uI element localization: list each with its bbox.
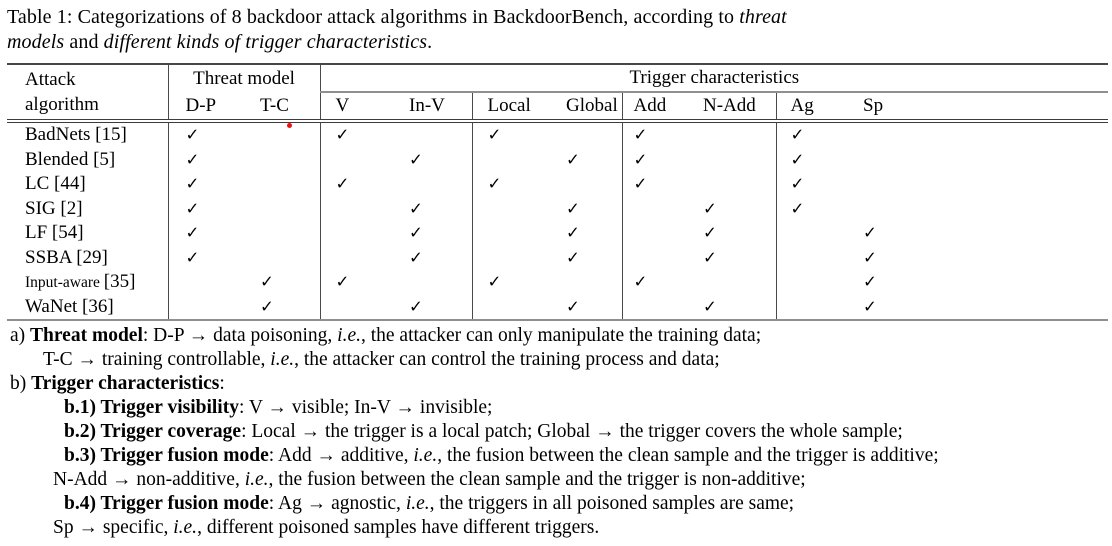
- footnote-line: [53, 468, 1112, 492]
- column-header-nadd: N-Add: [692, 92, 776, 121]
- checkmark-icon: ✓: [185, 247, 200, 267]
- check-cell-global: [550, 295, 622, 321]
- row-label: [7, 270, 168, 295]
- check-cell-v: [320, 295, 395, 321]
- check-cell-local: [472, 172, 550, 197]
- text-segment: a): [10, 325, 31, 346]
- check-cell-sp: [849, 295, 1108, 321]
- column-header-global: Global: [550, 92, 622, 121]
- check-cell-tc: [243, 270, 320, 295]
- check-cell-dp: [168, 121, 243, 148]
- check-cell-ag: [776, 148, 849, 173]
- check-cell-nadd: [692, 148, 776, 173]
- checkmark-icon: ✓: [863, 247, 877, 267]
- text-segment: and: [64, 31, 104, 53]
- check-cell-sp: [849, 246, 1108, 271]
- checkmark-icon: ✓: [863, 272, 877, 292]
- check-cell-add: [622, 197, 692, 222]
- check-cell-sp: [849, 121, 1108, 148]
- text-segment: LF [54]: [25, 222, 84, 244]
- check-cell-local: [472, 148, 550, 173]
- checkmark-icon: ✓: [566, 296, 580, 316]
- checkmark-icon: ✓: [409, 247, 423, 267]
- check-cell-inv: [395, 295, 472, 321]
- checkmark-icon: ✓: [863, 296, 877, 316]
- text-segment: .: [427, 31, 433, 53]
- check-cell-tc: [243, 295, 320, 321]
- check-cell-inv: [395, 148, 472, 173]
- check-cell-ag: [776, 295, 849, 321]
- checkmark-icon: ✓: [409, 223, 423, 243]
- table-row: [7, 121, 1108, 148]
- check-cell-ag: [776, 270, 849, 295]
- check-cell-tc: [243, 221, 320, 246]
- check-cell-global: [550, 221, 622, 246]
- table-row: [7, 246, 1108, 271]
- check-cell-ag: [776, 197, 849, 222]
- check-cell-add: [622, 148, 692, 173]
- check-cell-nadd: [692, 246, 776, 271]
- text-segment: :: [219, 373, 225, 394]
- check-cell-local: [472, 197, 550, 222]
- column-header-v: V: [320, 92, 395, 121]
- checkmark-icon: ✓: [185, 174, 200, 194]
- check-cell-tc: [243, 197, 320, 222]
- checkmark-icon: ✓: [790, 174, 805, 194]
- trigger-characteristics-header: Trigger characteristics: [320, 64, 1108, 92]
- text-segment: Blended [5]: [25, 148, 116, 170]
- check-cell-global: [550, 172, 622, 197]
- check-cell-nadd: [692, 270, 776, 295]
- check-cell-global: [550, 197, 622, 222]
- text-segment: , the attacker can control the training process and data;: [294, 349, 720, 370]
- check-cell-sp: [849, 197, 1108, 222]
- check-cell-sp: [849, 148, 1108, 173]
- check-cell-nadd: [692, 221, 776, 246]
- checkmark-icon: ✓: [335, 174, 350, 194]
- text-segment: Table 1: Categorizations of 8 backdoor attack algorithms in BackdoorBench, according to: [7, 6, 740, 28]
- check-cell-v: [320, 197, 395, 222]
- text-segment: different kinds of trigger characteristics: [103, 31, 428, 53]
- table-caption: [7, 5, 1106, 55]
- footnote-line: [64, 420, 1112, 444]
- column-header-dp: D-P: [168, 92, 243, 121]
- checkmark-icon: ✓: [633, 125, 648, 145]
- footnote-line: [43, 348, 1112, 372]
- checkmark-icon: ✓: [703, 198, 717, 218]
- text-segment: i.e.: [337, 325, 361, 346]
- check-cell-v: [320, 121, 395, 148]
- text-segment: models: [7, 31, 65, 53]
- check-cell-global: [550, 270, 622, 295]
- text-segment: i.e.: [244, 469, 269, 490]
- check-cell-nadd: [692, 121, 776, 148]
- threat-model-header: Threat model: [168, 64, 320, 92]
- check-cell-inv: [395, 270, 472, 295]
- text-segment: : Add → additive,: [268, 445, 414, 466]
- footnote-line: [10, 324, 1112, 348]
- table-row: [7, 295, 1108, 321]
- checkmark-icon: ✓: [566, 149, 580, 169]
- text-segment: b.2) Trigger coverage: [64, 421, 242, 442]
- check-cell-tc: [243, 148, 320, 173]
- column-header-local: Local: [472, 92, 550, 121]
- checkmark-icon: ✓: [335, 272, 350, 292]
- text-segment: i.e.: [413, 445, 438, 466]
- check-cell-v: [320, 221, 395, 246]
- check-cell-local: [472, 270, 550, 295]
- column-header-ag: Ag: [776, 92, 849, 121]
- check-cell-tc: [243, 121, 320, 148]
- checkmark-icon: ✓: [566, 223, 580, 243]
- categorization-table: [7, 63, 1108, 321]
- check-cell-add: [622, 246, 692, 271]
- check-cell-v: [320, 270, 395, 295]
- checkmark-icon: ✓: [790, 125, 805, 145]
- text-segment: i.e.: [173, 517, 198, 538]
- check-cell-nadd: [692, 172, 776, 197]
- check-cell-tc: [243, 246, 320, 271]
- check-cell-local: [472, 221, 550, 246]
- text-segment: : Ag → agnostic,: [268, 493, 406, 514]
- checkmark-icon: ✓: [185, 125, 200, 145]
- check-cell-dp: [168, 295, 243, 321]
- text-segment: , the attacker can only manipulate the training data;: [360, 325, 762, 346]
- footnote-line: [64, 444, 1112, 468]
- row-label: [7, 172, 168, 197]
- footnote-line: [64, 492, 1112, 516]
- checkmark-icon: ✓: [633, 149, 648, 169]
- footnote-line: [10, 372, 1112, 396]
- text-segment: i.e.: [405, 493, 430, 514]
- text-segment: : D-P → data poisoning,: [142, 325, 338, 346]
- checkmark-icon: ✓: [863, 223, 877, 243]
- checkmark-icon: ✓: [566, 198, 580, 218]
- check-cell-inv: [395, 197, 472, 222]
- text-segment: Threat model: [30, 325, 143, 346]
- text-segment: , the fusion between the clean sample and the trigger is additive;: [437, 445, 939, 466]
- row-label: [7, 197, 168, 222]
- checkmark-icon: ✓: [487, 125, 502, 145]
- footnote-line: [53, 516, 1112, 540]
- page: [0, 5, 1112, 546]
- column-header-row: [7, 92, 1108, 121]
- column-header-add: Add: [622, 92, 692, 121]
- check-cell-local: [472, 295, 550, 321]
- table-row: [7, 221, 1108, 246]
- check-cell-ag: [776, 246, 849, 271]
- text-segment: , the triggers in all poisoned samples are same;: [429, 493, 795, 514]
- checkmark-icon: ✓: [185, 198, 200, 218]
- text-segment: b.4) Trigger fusion mode: [64, 493, 269, 514]
- checkmark-icon: ✓: [185, 223, 200, 243]
- checkmark-icon: ✓: [566, 247, 580, 267]
- text-segment: [35]: [103, 271, 136, 293]
- text-segment: b): [10, 373, 32, 394]
- checkmark-icon: ✓: [487, 272, 502, 292]
- checkmark-icon: ✓: [487, 174, 502, 194]
- check-cell-inv: [395, 121, 472, 148]
- check-cell-tc: [243, 172, 320, 197]
- checkmark-icon: ✓: [633, 272, 648, 292]
- check-cell-ag: [776, 172, 849, 197]
- checkmark-icon: ✓: [260, 296, 274, 316]
- text-segment: threat: [739, 6, 787, 28]
- attack-header-line2: algorithm: [25, 94, 99, 115]
- text-segment: LC [44]: [25, 173, 86, 195]
- check-cell-dp: [168, 246, 243, 271]
- text-segment: , the fusion between the clean sample and the trigger is non-additive;: [268, 469, 806, 490]
- check-cell-sp: [849, 221, 1108, 246]
- column-header-tc: T-C: [243, 92, 320, 121]
- check-cell-sp: [849, 270, 1108, 295]
- column-header-sp: Sp: [849, 92, 1108, 121]
- table-row: [7, 172, 1108, 197]
- check-cell-global: [550, 148, 622, 173]
- check-cell-global: [550, 246, 622, 271]
- attack-header-line1: Attack: [25, 69, 76, 90]
- check-cell-sp: [849, 172, 1108, 197]
- text-segment: SSBA [29]: [25, 246, 108, 268]
- check-cell-nadd: [692, 295, 776, 321]
- check-cell-global: [550, 121, 622, 148]
- footnotes: [0, 324, 1112, 540]
- checkmark-icon: ✓: [633, 174, 648, 194]
- check-cell-v: [320, 148, 395, 173]
- row-label: [7, 121, 168, 148]
- check-cell-inv: [395, 172, 472, 197]
- check-cell-ag: [776, 221, 849, 246]
- check-cell-inv: [395, 221, 472, 246]
- text-segment: Input-aware: [25, 274, 104, 292]
- check-cell-add: [622, 270, 692, 295]
- checkmark-icon: ✓: [409, 149, 423, 169]
- text-segment: b.3) Trigger fusion mode: [64, 445, 269, 466]
- text-segment: : Local → the trigger is a local patch; Global → the trigger covers the whole sample;: [241, 421, 903, 442]
- row-label: [7, 148, 168, 173]
- attack-algorithm-header: [7, 64, 168, 121]
- check-cell-local: [472, 246, 550, 271]
- check-cell-inv: [395, 246, 472, 271]
- check-cell-add: [622, 295, 692, 321]
- check-cell-add: [622, 121, 692, 148]
- text-segment: SIG [2]: [25, 197, 83, 219]
- text-segment: Trigger characteristics: [31, 373, 220, 394]
- text-segment: N-Add → non-additive,: [53, 469, 245, 490]
- text-segment: WaNet [36]: [25, 295, 114, 317]
- text-segment: i.e.: [270, 349, 295, 370]
- column-header-inv: In-V: [395, 92, 472, 121]
- text-segment: b.1) Trigger visibility: [64, 397, 239, 418]
- checkmark-icon: ✓: [790, 198, 805, 218]
- check-cell-ag: [776, 121, 849, 148]
- checkmark-icon: ✓: [335, 125, 350, 145]
- table-row: [7, 148, 1108, 173]
- row-label: [7, 295, 168, 321]
- check-cell-dp: [168, 270, 243, 295]
- text-segment: : V → visible; In-V → invisible;: [238, 397, 493, 418]
- check-cell-dp: [168, 148, 243, 173]
- check-cell-dp: [168, 221, 243, 246]
- check-cell-dp: [168, 172, 243, 197]
- table-row: [7, 270, 1108, 295]
- check-cell-v: [320, 246, 395, 271]
- check-cell-nadd: [692, 197, 776, 222]
- footnote-line: [64, 396, 1112, 420]
- text-segment: T-C → training controllable,: [43, 349, 271, 370]
- table-row: [7, 197, 1108, 222]
- checkmark-icon: ✓: [409, 198, 423, 218]
- red-dot-artifact: [287, 123, 292, 128]
- check-cell-local: [472, 121, 550, 148]
- text-segment: BadNets [15]: [25, 124, 127, 146]
- checkmark-icon: ✓: [409, 296, 423, 316]
- checkmark-icon: ✓: [185, 149, 200, 169]
- row-label: [7, 221, 168, 246]
- checkmark-icon: ✓: [260, 272, 274, 292]
- checkmark-icon: ✓: [703, 247, 717, 267]
- checkmark-icon: ✓: [790, 149, 805, 169]
- text-segment: Sp → specific,: [53, 517, 174, 538]
- check-cell-add: [622, 221, 692, 246]
- checkmark-icon: ✓: [703, 296, 717, 316]
- checkmark-icon: ✓: [703, 223, 717, 243]
- table-body: [7, 121, 1108, 320]
- check-cell-v: [320, 172, 395, 197]
- check-cell-dp: [168, 197, 243, 222]
- check-cell-add: [622, 172, 692, 197]
- row-label: [7, 246, 168, 271]
- text-segment: , different poisoned samples have different triggers.: [197, 517, 600, 538]
